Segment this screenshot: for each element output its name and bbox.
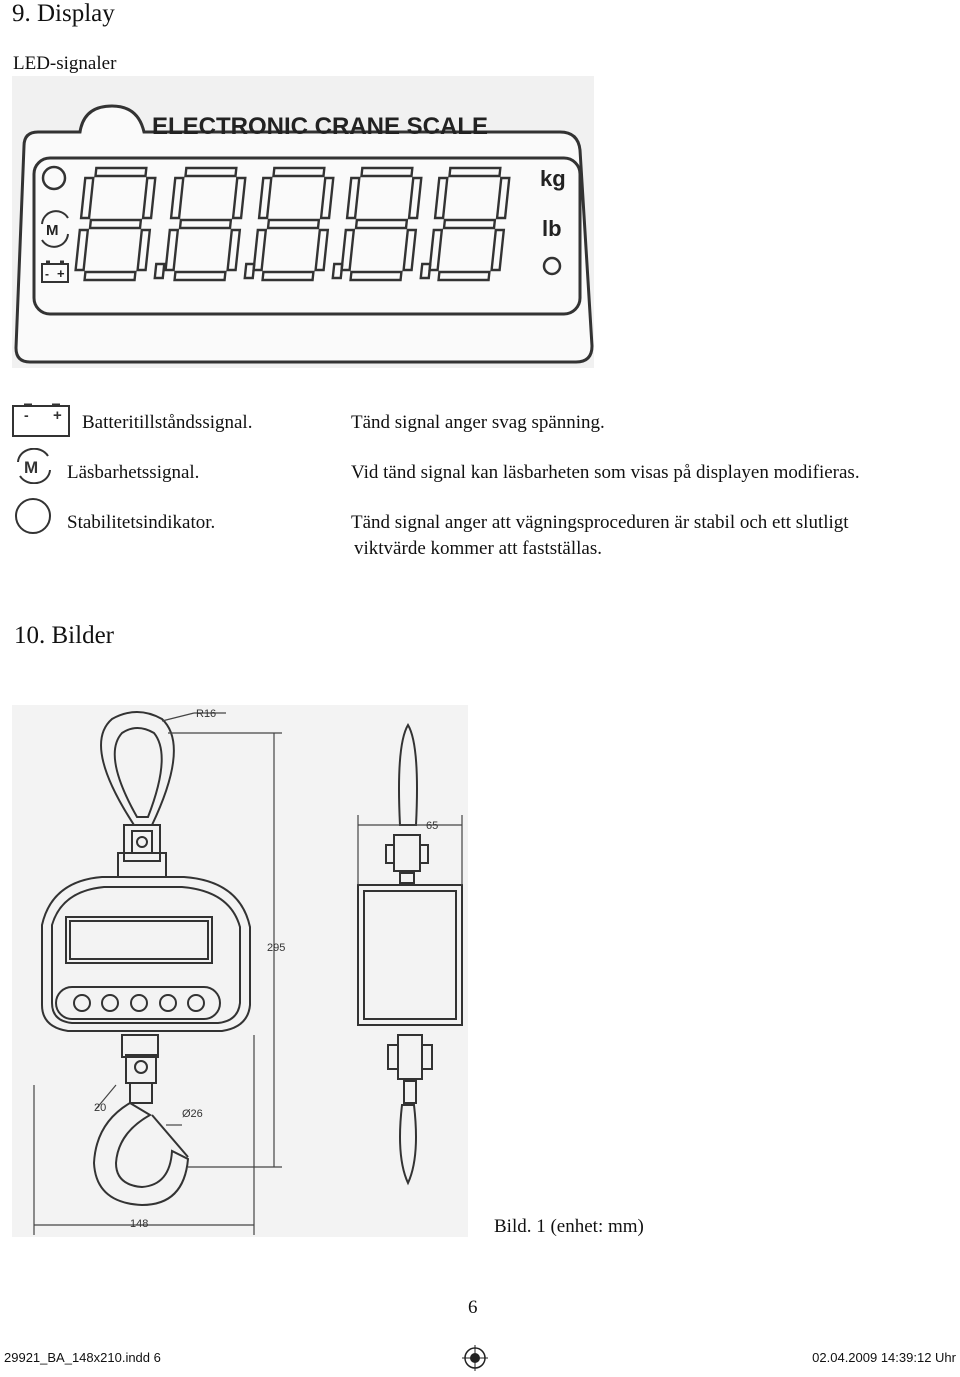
footer-file: 29921_BA_148x210.indd 6 xyxy=(4,1350,161,1365)
svg-text:+: + xyxy=(57,266,65,281)
registration-mark-icon xyxy=(462,1345,488,1371)
legend-readability-name: Läsbarhetssignal. xyxy=(67,462,200,483)
display-unit-kg: kg xyxy=(540,166,566,191)
display-brand-text: ELECTRONIC CRANE SCALE xyxy=(152,113,488,140)
dim-20: 20 xyxy=(94,1102,107,1114)
page-number: 6 xyxy=(468,1297,478,1318)
legend-stability-name: Stabilitetsindikator. xyxy=(67,512,216,533)
svg-text:+: + xyxy=(53,407,62,424)
dim-148: 148 xyxy=(130,1218,149,1230)
legend-readability-desc: Vid tänd signal kan läsbarheten som visas på displayen modifieras. xyxy=(351,462,860,483)
legend-battery-name: Batteritillståndssignal. xyxy=(82,412,253,433)
svg-text:M: M xyxy=(24,458,39,477)
svg-text:-: - xyxy=(24,407,29,423)
legend-stability-desc-line2: viktvärde kommer att fastställas. xyxy=(354,538,602,559)
svg-text:-: - xyxy=(45,267,49,281)
section-9-subtitle: LED-signaler xyxy=(13,53,117,74)
dim-295: 295 xyxy=(267,942,286,954)
crane-scale-drawing xyxy=(12,705,468,1237)
readability-icon xyxy=(14,448,54,484)
display-panel-illustration xyxy=(12,76,594,368)
section-9-title: 9. Display xyxy=(12,0,115,27)
legend-battery-desc: Tänd signal anger svag spänning. xyxy=(351,412,605,433)
dim-r16: R16 xyxy=(196,708,217,720)
dim-26: Ø26 xyxy=(182,1108,203,1120)
display-panel-outline xyxy=(16,106,592,362)
legend-stability-desc-line1: Tänd signal anger att vägningsproceduren är stabil och ett slutligt xyxy=(351,512,849,533)
dim-65: 65 xyxy=(426,820,439,832)
battery-icon xyxy=(12,400,72,440)
figure-caption: Bild. 1 (enhet: mm) xyxy=(494,1216,644,1237)
svg-text:M: M xyxy=(46,222,59,239)
display-unit-lb: lb xyxy=(542,216,562,241)
footer-timestamp: 02.04.2009 14:39:12 Uhr xyxy=(812,1350,956,1365)
section-10-title: 10. Bilder xyxy=(14,622,114,649)
stability-icon xyxy=(14,496,54,536)
